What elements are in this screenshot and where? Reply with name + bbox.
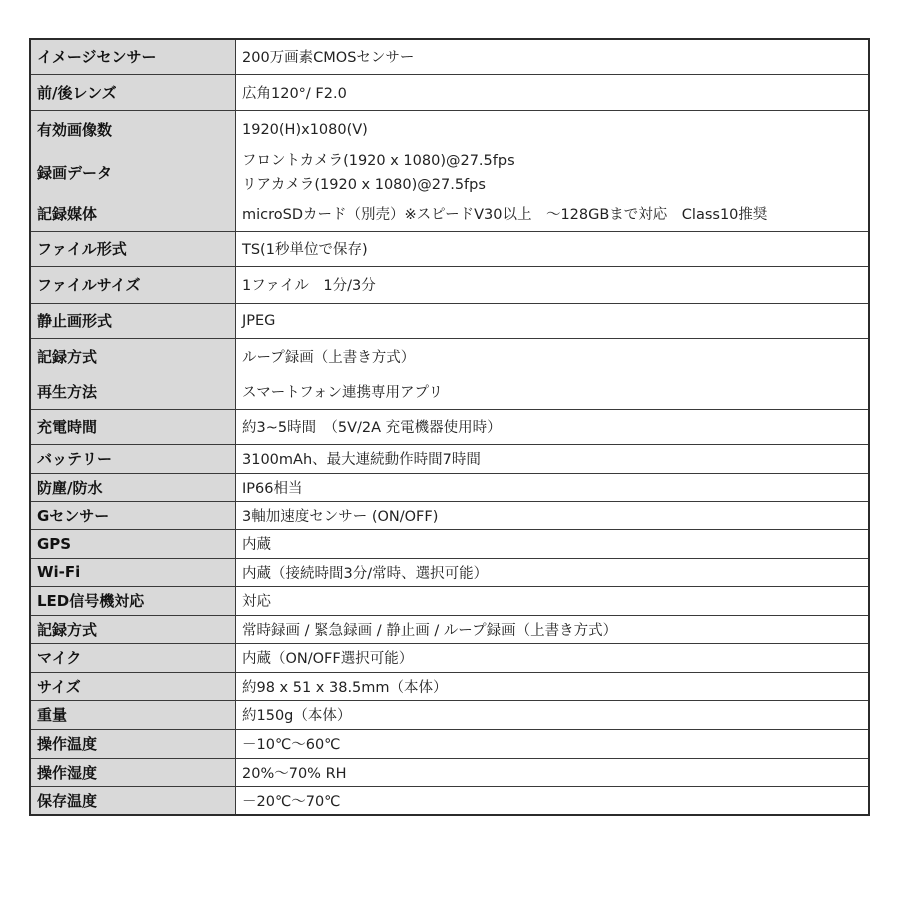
table-row <box>31 303 868 338</box>
spec-label-cell <box>31 673 236 700</box>
spec-label: 充電時間 <box>37 418 98 437</box>
spec-label: バッテリー <box>37 450 113 469</box>
table-row <box>31 643 868 672</box>
spec-value: 約3~5時間 （5V/2A 充電機器使用時） <box>242 420 502 437</box>
spec-label: Gセンサー <box>37 506 110 525</box>
spec-value-cell <box>236 445 868 473</box>
spec-value: 1ファイル 1分/3分 <box>242 278 376 295</box>
spec-label-cell <box>31 410 236 444</box>
spec-value-cell <box>236 730 868 758</box>
table-row <box>31 700 868 729</box>
spec-label: 有効画像数 <box>37 121 113 140</box>
spec-value-cell <box>236 339 868 409</box>
spec-value: 3軸加速度センサー (ON/OFF) <box>242 508 439 525</box>
table-row <box>31 266 868 303</box>
table-row <box>31 231 868 266</box>
spec-value: 3100mAh、最大連続動作時間7時間 <box>242 452 481 469</box>
spec-value-cell <box>236 701 868 729</box>
spec-label: ファイル形式 <box>37 240 127 259</box>
spec-label: GPS <box>37 534 72 553</box>
spec-label: ファイルサイズ <box>37 276 141 295</box>
spec-label-cell <box>31 445 236 473</box>
table-row <box>31 110 868 231</box>
table-row <box>31 409 868 444</box>
spec-label-cell <box>31 40 236 74</box>
spec-table <box>29 38 870 816</box>
table-row <box>31 529 868 558</box>
spec-value: microSDカード（別売）※スピードV30以上 ～128GBまで対応 Class10推奨 <box>242 207 768 224</box>
spec-label-cell <box>31 730 236 758</box>
spec-label: 操作湿度 <box>37 763 98 782</box>
spec-value-cell <box>236 587 868 615</box>
spec-value-cell <box>236 787 868 814</box>
spec-label-cell <box>31 701 236 729</box>
spec-label-cell <box>31 232 236 266</box>
spec-value: 約150g（本体） <box>242 708 352 725</box>
spec-label-cell <box>31 474 236 501</box>
spec-value: JPEG <box>242 312 276 329</box>
spec-label: Wi-Fi <box>37 563 81 582</box>
spec-value-cell <box>236 530 868 558</box>
table-row <box>31 758 868 786</box>
spec-label: 前/後レンズ <box>37 83 117 102</box>
spec-label-cell <box>31 530 236 558</box>
spec-value: フロントカメラ(1920 x 1080)@27.5fps <box>242 153 515 170</box>
spec-value: リアカメラ(1920 x 1080)@27.5fps <box>242 176 486 193</box>
spec-label: 再生方法 <box>37 382 98 401</box>
spec-value-cell <box>236 410 868 444</box>
table-row <box>31 558 868 586</box>
spec-value-cell <box>236 759 868 786</box>
spec-value: －10℃～60℃ <box>242 737 341 754</box>
spec-label: 記録媒体 <box>37 205 98 224</box>
spec-label-cell <box>31 304 236 338</box>
spec-value-cell <box>236 502 868 529</box>
spec-value-cell <box>236 673 868 700</box>
spec-label-cell <box>31 759 236 786</box>
table-row <box>31 74 868 110</box>
spec-value-cell <box>236 40 868 74</box>
spec-value: 対応 <box>242 594 271 611</box>
table-row <box>31 672 868 700</box>
spec-value: 1920(H)x1080(V) <box>242 121 368 138</box>
spec-value-cell <box>236 267 868 303</box>
spec-value: 内蔵（接続時間3分/常時、選択可能） <box>242 565 489 582</box>
spec-value-cell <box>236 75 868 110</box>
spec-value: 約98 x 51 x 38.5mm（本体） <box>242 679 448 696</box>
spec-label: 重量 <box>37 706 68 725</box>
spec-value-cell <box>236 616 868 643</box>
spec-value: IP66相当 <box>242 480 303 497</box>
table-row <box>31 444 868 473</box>
spec-value-cell <box>236 111 868 231</box>
table-row <box>31 338 868 409</box>
spec-value-cell <box>236 304 868 338</box>
spec-label-cell <box>31 616 236 643</box>
spec-value: －20℃～70℃ <box>242 793 341 810</box>
spec-value-cell <box>236 474 868 501</box>
table-row <box>31 786 868 814</box>
spec-label: 防塵/防水 <box>37 478 103 497</box>
spec-value-cell <box>236 232 868 266</box>
spec-label: マイク <box>37 649 82 668</box>
spec-label: 保存温度 <box>37 791 98 810</box>
spec-label: 静止画形式 <box>37 312 113 331</box>
table-row <box>31 586 868 615</box>
spec-label-cell <box>31 75 236 110</box>
table-row <box>31 615 868 643</box>
spec-label-cell <box>31 502 236 529</box>
spec-value: 広角120°/ F2.0 <box>242 85 347 102</box>
spec-label-cell <box>31 339 236 409</box>
spec-value-cell <box>236 559 868 586</box>
spec-label: 記録方式 <box>37 620 98 639</box>
spec-value: 内蔵 <box>242 537 271 554</box>
spec-label: 録画データ <box>37 163 113 182</box>
table-row <box>31 473 868 501</box>
spec-label: サイズ <box>37 677 81 696</box>
table-row <box>31 729 868 758</box>
spec-label: LED信号機対応 <box>37 592 145 611</box>
spec-value: 内蔵（ON/OFF選択可能） <box>242 651 414 668</box>
spec-label-cell <box>31 787 236 814</box>
spec-value: 常時録画 / 緊急録画 / 静止画 / ループ録画（上書き方式） <box>242 622 618 639</box>
spec-value-cell <box>236 644 868 672</box>
spec-label-cell <box>31 587 236 615</box>
spec-value: TS(1秒単位で保存) <box>242 242 368 259</box>
spec-label: 記録方式 <box>37 347 98 366</box>
spec-value: 200万画素CMOSセンサー <box>242 49 415 66</box>
spec-label: イメージセンサー <box>37 47 157 66</box>
spec-value: ループ録画（上書き方式） <box>242 349 416 366</box>
table-row <box>31 501 868 529</box>
spec-value: スマートフォン連携専用アプリ <box>242 384 443 401</box>
spec-value: 20%～70% RH <box>242 765 347 782</box>
spec-label: 操作温度 <box>37 735 98 754</box>
spec-label-cell <box>31 644 236 672</box>
spec-label-cell <box>31 559 236 586</box>
table-row <box>31 40 868 74</box>
spec-label-cell <box>31 267 236 303</box>
spec-label-cell <box>31 111 236 231</box>
